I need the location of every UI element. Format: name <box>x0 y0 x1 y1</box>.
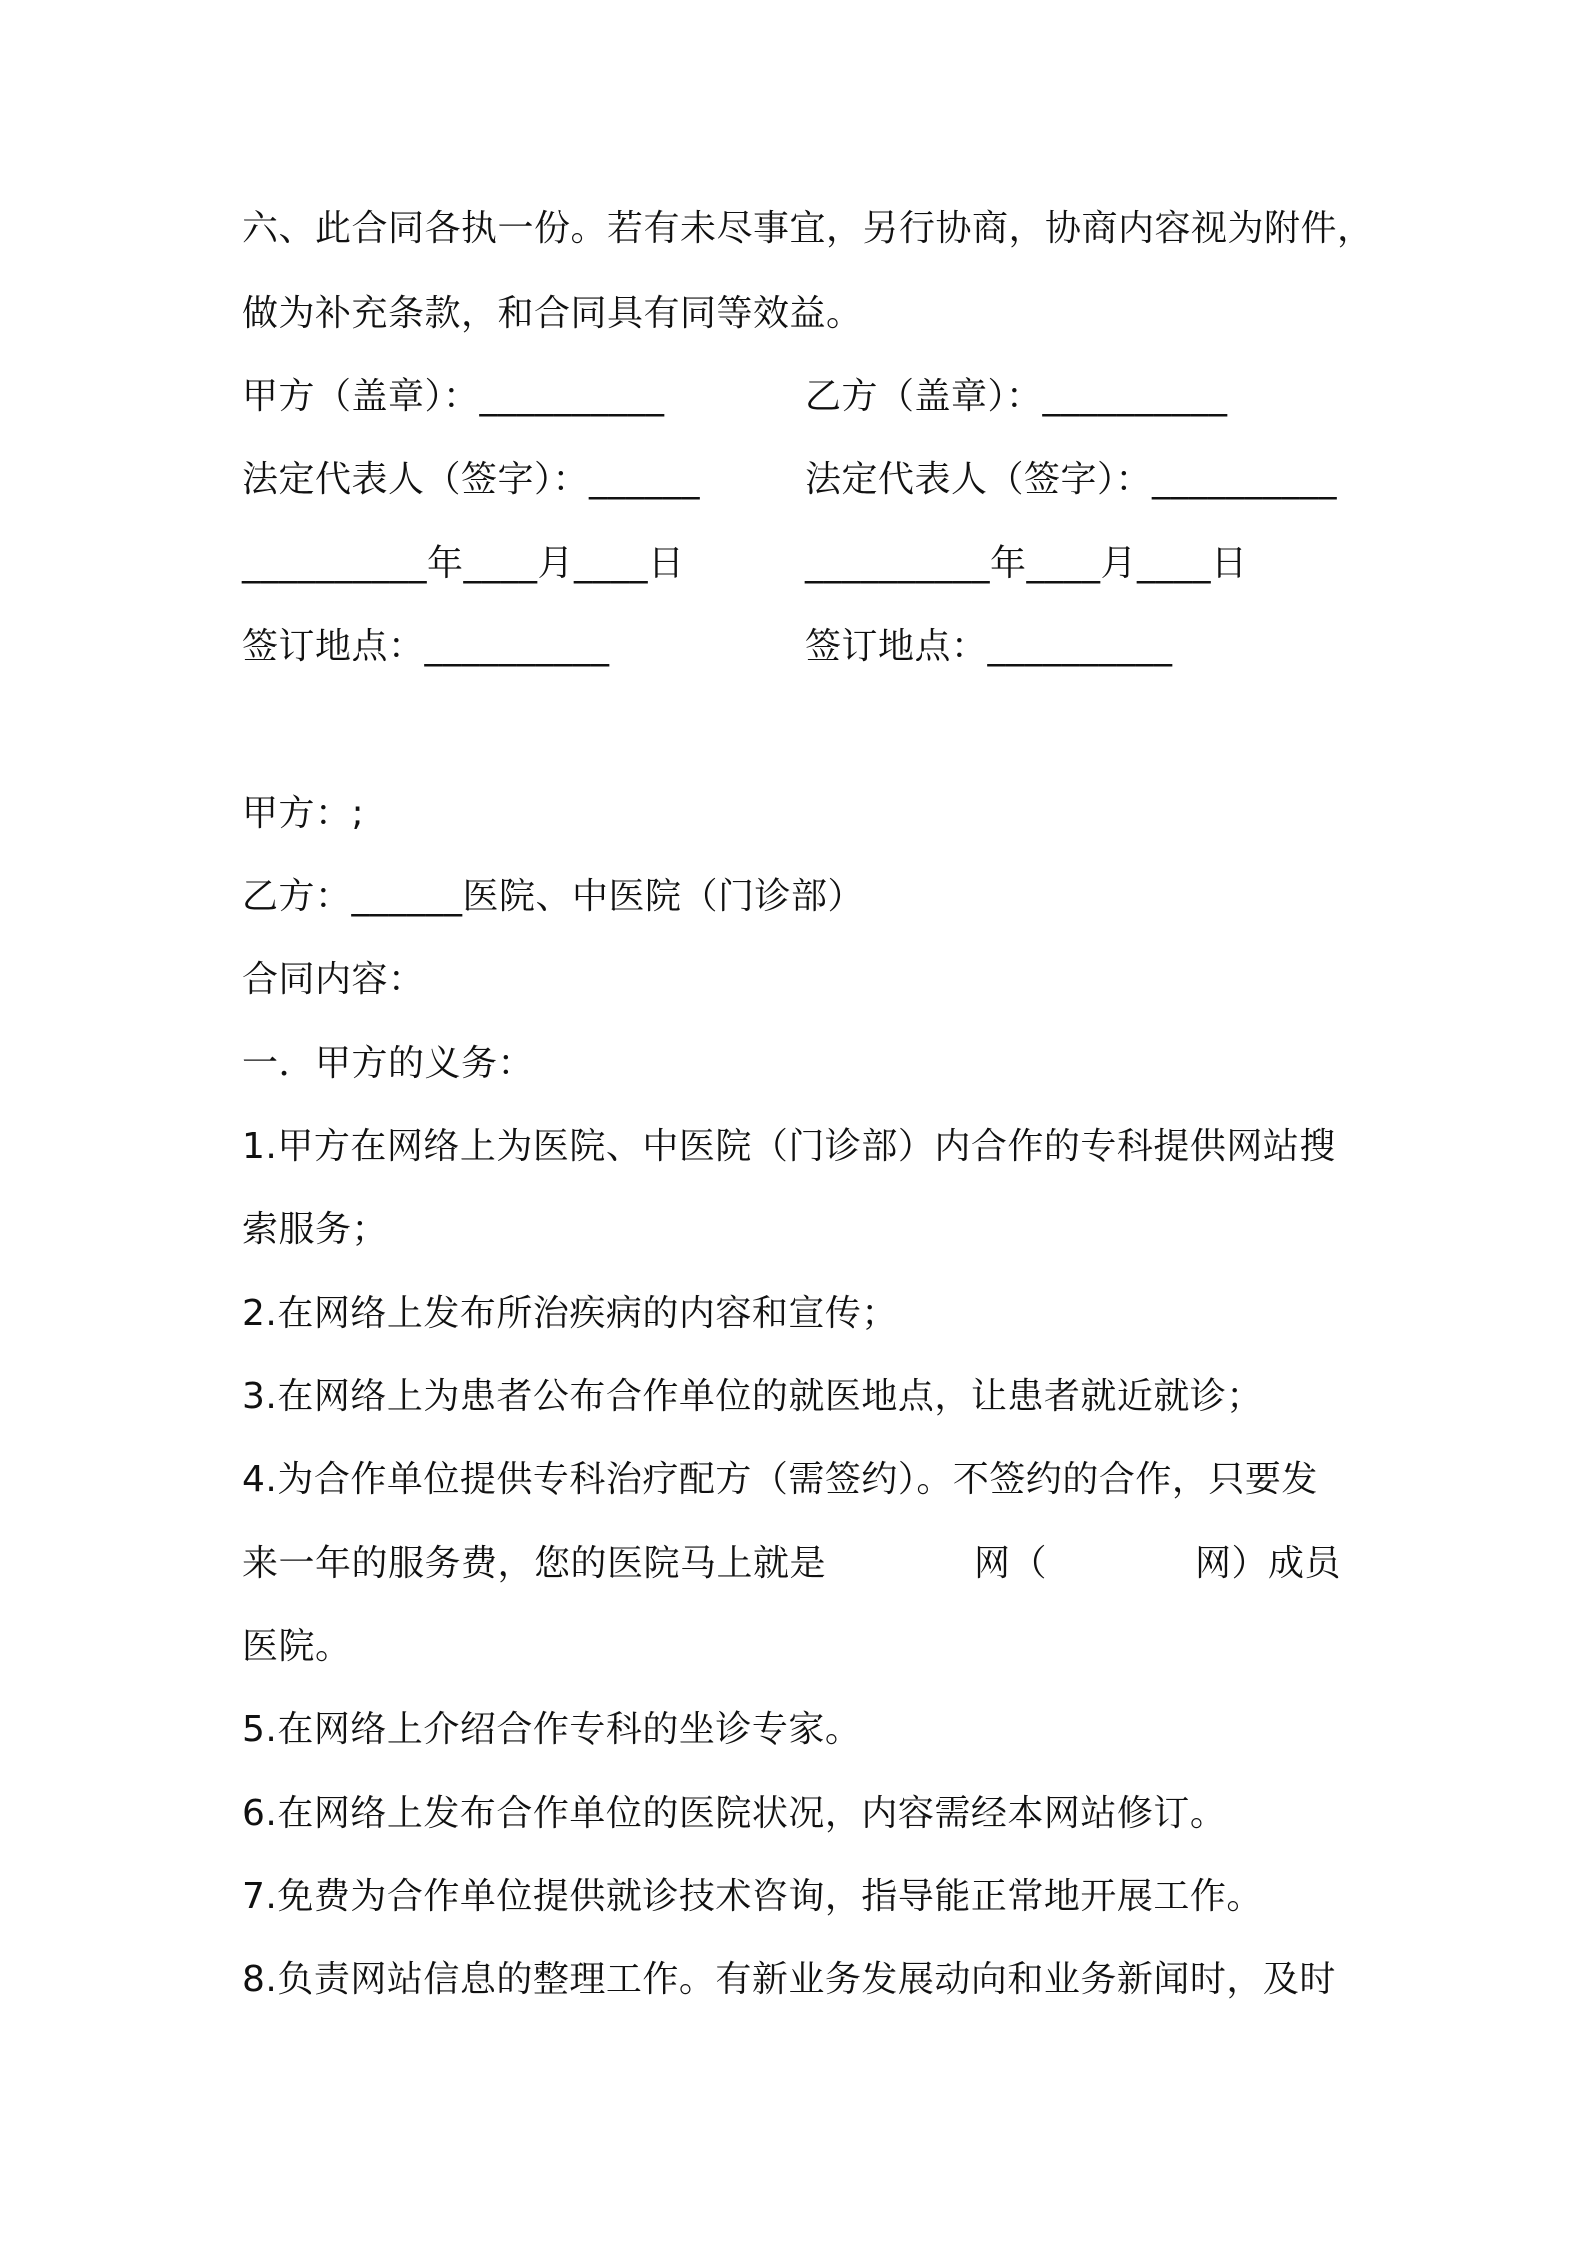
section1-heading: 一．甲方的义务： <box>242 1043 535 1084</box>
item1-line2: 索服务； <box>242 1209 389 1250</box>
contract-party-b: 乙方：______医院、中医院（门诊部） <box>242 876 865 917</box>
item2: 2.在网络上发布所治疾病的内容和宣传； <box>242 1293 898 1334</box>
item1-line1: 1.甲方在网络上为医院、中医院（门诊部）内合作的专科提供网站搜 <box>242 1126 1336 1167</box>
rep-b-signature: 法定代表人（签字）：__________ <box>805 459 1338 500</box>
item4-line2-part-a: 来一年的服务费，您的医院马上就是 <box>242 1543 827 1584</box>
clause6-line1: 六、此合同各执一份。若有未尽事宜，另行协商，协商内容视为附件， <box>242 208 1374 249</box>
item5: 5.在网络上介绍合作专科的坐诊专家。 <box>242 1709 862 1750</box>
item4-line1: 4.为合作单位提供专科治疗配方（需签约）。不签约的合作，只要发 <box>242 1459 1318 1500</box>
item4-line2 <box>242 1540 1341 1588</box>
place-a: 签订地点：__________ <box>242 626 610 667</box>
rep-a-signature: 法定代表人（签字）：______ <box>242 459 701 500</box>
item6: 6.在网络上发布合作单位的医院状况，内容需经本网站修订。 <box>242 1793 1227 1834</box>
date-a: __________年____月____日 <box>242 543 685 584</box>
item4-line2-part-c: 网）成员 <box>1195 1543 1342 1584</box>
place-b: 签订地点：__________ <box>805 626 1173 667</box>
item4-line2-part-b: 网（ <box>974 1543 1048 1584</box>
date-b: __________年____月____日 <box>805 543 1248 584</box>
contract-party-a: 甲方：; <box>242 793 365 834</box>
item4-line3: 医院。 <box>242 1626 352 1667</box>
item8: 8.负责网站信息的整理工作。有新业务发展动向和业务新闻时，及时 <box>242 1959 1336 2000</box>
party-b-seal: 乙方（盖章）：__________ <box>805 376 1228 417</box>
item7: 7.免费为合作单位提供就诊技术咨询，指导能正常地开展工作。 <box>242 1876 1263 1917</box>
clause6-line2: 做为补充条款，和合同具有同等效益。 <box>242 293 863 334</box>
item3: 3.在网络上为患者公布合作单位的就医地点，让患者就近就诊； <box>242 1376 1263 1417</box>
content-heading: 合同内容： <box>242 959 425 1000</box>
party-a-seal: 甲方（盖章）：__________ <box>242 376 665 417</box>
